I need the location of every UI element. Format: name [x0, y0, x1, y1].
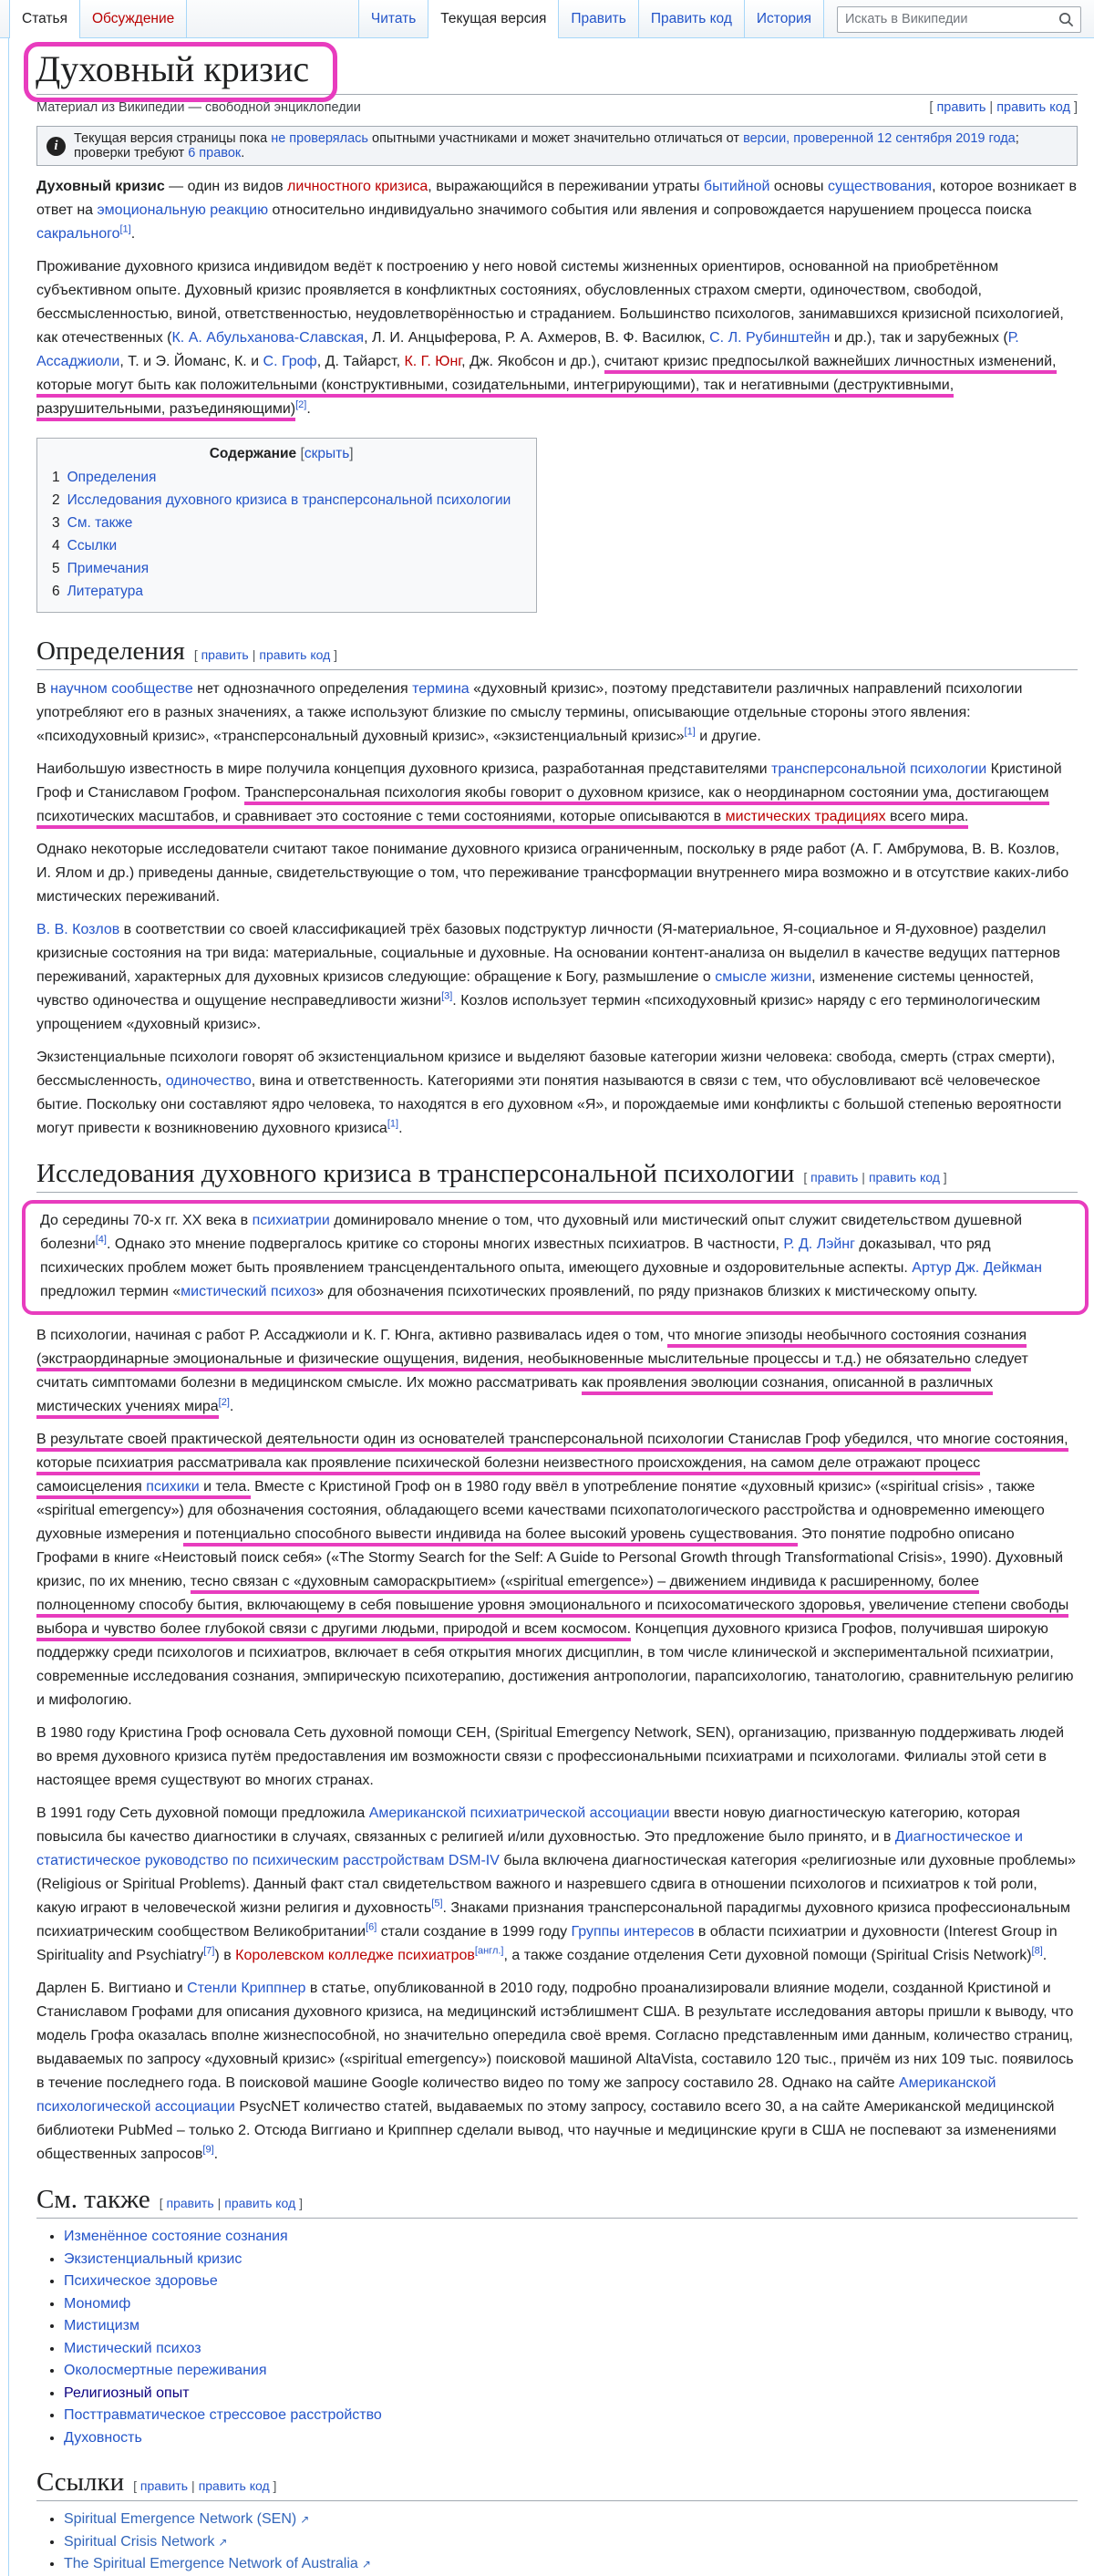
- external-link-icon: ↗: [361, 2558, 371, 2571]
- tab[interactable]: [358, 0, 428, 38]
- edit-link[interactable]: править: [166, 2196, 214, 2210]
- section-heading-see-also: [36, 2185, 1078, 2219]
- text-run: Духовный кризис: [36, 179, 165, 194]
- bracket: [: [296, 446, 304, 461]
- text-run: предложил термин «: [40, 1284, 181, 1299]
- wiki-link[interactable]: сакрального: [36, 226, 120, 242]
- text-run: что многие эпизоды необычного состояния сознания (экстраординарные эмоциональные и физические ощущения, видения, необыкновенные мыслительные процессы и т.д.) не обязательно: [36, 1328, 1027, 1371]
- tab[interactable]: [9, 0, 79, 38]
- bracket: ]: [939, 1170, 947, 1185]
- wiki-link[interactable]: Психическое здоровье: [64, 2273, 218, 2289]
- text-run: и другие.: [695, 729, 761, 744]
- toc-link[interactable]: Ссылки: [67, 538, 118, 553]
- paragraph: [36, 918, 1078, 1037]
- edit-section-links: [194, 647, 337, 662]
- tab[interactable]: [744, 0, 824, 38]
- text-run: , а также создание отделения Сети духовной помощи (Spiritual Crisis Network): [503, 1948, 1032, 1963]
- text-run: тесно связан с «духовным самораскрытием» («spiritual emergence») – движением индивида к расширенному, более полноценному способу бытия, включающему в себя повышение уровня эмоционального и психосоматического здоровья, увеличение степени свободы выбора и чувство более глубокой связи с другими людьми, природой и всем космосом.: [36, 1574, 1068, 1641]
- text-run: основы: [769, 179, 828, 194]
- edit-source-link[interactable]: править код: [224, 2196, 296, 2210]
- wiki-link[interactable]: Американской психологической ассоциации: [36, 2075, 996, 2115]
- text-run: , Дж. Якобсон и др.),: [461, 354, 604, 369]
- text-run: «духовный кризис», поэтому представители различных направлений психологии употребляют его в разных значениях, а также используют близкие по смыслу термины, описывающие отдельные стороны этого явления: «психодуховный кризис», «трансперсональный духовный кризис», «экзистенциальный кризис»: [36, 681, 1023, 744]
- wiki-link[interactable]: Изменённое состояние сознания: [64, 2229, 288, 2244]
- tab-label: История: [756, 11, 811, 26]
- toc-item: [52, 580, 511, 603]
- wiki-link[interactable]: Духовность: [64, 2429, 142, 2446]
- page-heading: [36, 44, 1078, 95]
- bracket: [: [193, 647, 201, 662]
- list-item: [64, 2338, 1078, 2361]
- text-run: .: [229, 1399, 234, 1414]
- tagline: Материал из Википедии — свободной энциклопедии: [36, 100, 361, 115]
- tab-label: Править код: [650, 11, 732, 26]
- notice-text: [74, 131, 1068, 160]
- wiki-link[interactable]: психики: [146, 1479, 199, 1499]
- text-run: , Д. Тайарст,: [316, 354, 405, 369]
- text-run: Проживание духовного кризиса индивидом ведёт к построению у него новой системы жизненных ориентиров, основанной на приобретённом субъективном опыте. Духовный кризис проявляется в конфликтных состояниях, обусловленных страхом смерти, одиночеством, свободой, бессмысленностью, виной, ответственностью, неудовлетворённостью и страданием. Большинство психологов, занимавшихся кризисной психологией, как отечественных (: [36, 259, 1064, 346]
- wiki-link[interactable]: Диагностическое и статистическое руководство по психическим расстройствам DSM-IV: [36, 1829, 1023, 1868]
- wiki-link[interactable]: психиатрии: [252, 1213, 330, 1228]
- list-item: [64, 2427, 1078, 2450]
- toc-link[interactable]: Литература: [67, 584, 143, 599]
- edit-section-links: [803, 1170, 946, 1185]
- reference-link[interactable]: [2]: [218, 1396, 230, 1408]
- list-item: [64, 2249, 1078, 2271]
- text-run: Трансперсональная психология якобы говорит о духовном кризисе, как о неординарном состоянии ума, достигающем психотических масштабов, и сравнивает это состояние с теми состояниями, которые описываются в: [36, 785, 1049, 829]
- edit-source-link[interactable]: править код: [868, 1170, 940, 1185]
- toc-link[interactable]: Определения: [67, 470, 157, 485]
- tab[interactable]: [79, 0, 187, 38]
- paragraph: [36, 1046, 1078, 1141]
- text-run: нет однозначного определения: [192, 681, 413, 697]
- text-run: В результате своей практической деятельности один из основателей трансперсональной психологии Станислав Гроф убедился, что многие состояния, которые психиатрия рассматривала как проявление психической болезни неизвестного происхождения, на самом деле отражают процесс самоисцеления: [36, 1432, 1068, 1499]
- annotation-frame: [22, 1200, 1089, 1315]
- tab-label: Текущая версия: [440, 11, 547, 26]
- list-item: [64, 2405, 1078, 2427]
- tab-bar: [0, 0, 1094, 38]
- toc-title: [52, 446, 511, 462]
- text-run: В: [36, 681, 51, 697]
- text-run: .: [1042, 1948, 1048, 1963]
- text-run: доминировало мнение о том, что духовный или мистический опыт служит свидетельством душевной болезни: [40, 1213, 1023, 1252]
- toc-item: [52, 534, 511, 557]
- text-run: В психологии, начиная с работ Р. Ассаджиоли и К. Г. Юнга, активно развивалась идея о том,: [36, 1328, 668, 1343]
- text-run: и потенциально способного вывести индивида на более высокий уровень существования.: [183, 1526, 798, 1547]
- section-heading-research: [36, 1159, 1078, 1193]
- list-item: [64, 2383, 1078, 2405]
- reference-link[interactable]: [2]: [295, 398, 307, 410]
- text-run: в соответствии со своей классификацией трёх базовых подструктур личности (Я-материальное, Я-социальное и Я-духовное) разделил кризисные состояния на три вида: материальные, социальные и духовные. На основании контент-анализа он выделил в качестве ведущих паттернов переживаний, характерных для духовных кризисов следующие: обращение к Богу, размышление о: [36, 922, 1060, 985]
- text-run: как проявления эволюции сознания, описанной в различных мистических учениях мира: [36, 1375, 993, 1419]
- toc-item: [52, 489, 511, 512]
- wiki-link[interactable]: Околосмертные переживания: [64, 2363, 267, 2378]
- toc-number: 3: [52, 515, 60, 531]
- edit-link[interactable]: править: [201, 647, 249, 662]
- section-heading-links: [36, 2467, 1078, 2501]
- see-also-list: [36, 2226, 1078, 2449]
- separator: |: [989, 100, 994, 115]
- wiki-link[interactable]: Экзистенциальный кризис: [64, 2250, 243, 2267]
- edit-source-link[interactable]: править код: [198, 2478, 270, 2493]
- text-run: .: [130, 226, 136, 242]
- text-run: Экзистенциальные психологи говорят об экзистенциальном кризисе и выделяют базовые категории жизни человека: свобода, смерть (страх смерти), бессмысленность,: [36, 1050, 1056, 1089]
- bracket: ]: [349, 446, 354, 461]
- text-run: PsycNET количество статей, выдаваемых по этому запросу, составило всего 30, а на сайте Американской медицинской библиотеки PubMed – только 2. Отсюда Виггиано и Криппнер сделали вывод, что научные и медицинские круги в США не поспевают за изменениями общественных запросов: [36, 2099, 1057, 2162]
- list-item: [64, 2315, 1078, 2338]
- left-tabs: [9, 0, 187, 38]
- separator: |: [252, 647, 256, 662]
- list-item: [64, 2293, 1078, 2316]
- toc-link[interactable]: См. также: [67, 515, 133, 531]
- redlink[interactable]: Королевском колледже психиатров: [235, 1948, 475, 1963]
- reference-link[interactable]: [5]: [431, 1898, 443, 1909]
- wiki-link[interactable]: Мистицизм: [64, 2318, 139, 2333]
- text-run: , выражающийся в переживании утраты: [428, 179, 704, 194]
- text-run: .: [306, 401, 311, 417]
- text-run: , Л. И. Анцыферова, Р. А. Ахмеров, В. Ф. Василюк,: [364, 330, 710, 346]
- text-run: следует считать симптомами болезни в медицинском смысле. Их можно рассматривать: [36, 1351, 1028, 1391]
- info-icon: i: [46, 137, 66, 156]
- reference-link[interactable]: [7]: [203, 1945, 215, 1957]
- edit-section-links: [133, 2478, 276, 2493]
- wiki-link[interactable]: Р. Ассаджиоли: [36, 330, 1019, 369]
- external-link[interactable]: The Spiritual Emergence Network of Australia: [64, 2556, 358, 2571]
- wiki-link[interactable]: трансперсональной психологии: [771, 761, 987, 777]
- wiki-link[interactable]: К. А. Абульханова-Славская: [171, 330, 365, 346]
- tab[interactable]: [638, 0, 744, 38]
- reference-link[interactable]: [1]: [119, 223, 131, 235]
- toc-title-label: Содержание: [209, 446, 297, 461]
- toc-link[interactable]: Примечания: [67, 561, 150, 576]
- notice-banner: [36, 126, 1078, 166]
- redlink[interactable]: К. Г. Юнг: [404, 354, 462, 369]
- separator: |: [191, 2478, 195, 2493]
- text-run: всего мира.: [886, 809, 969, 829]
- lead-paragraph: [36, 255, 1078, 421]
- tab[interactable]: [558, 0, 637, 38]
- text-run: была включена диагностическая категория «религиозные или духовные проблемы» (Religious or Spiritual Problems). Данный факт стал свидетельством важного и назревшего сдвига в отношении психологов и психиатров к той роли, какую играют в человеческой жизни религия и духовность: [36, 1853, 1077, 1916]
- reference-link[interactable]: [англ.]: [474, 1945, 504, 1957]
- tab-label: Читать: [370, 11, 417, 26]
- tab-label: Обсуждение: [91, 11, 175, 26]
- text-run: Наибольшую известность в мире получила концепция духовного кризиса, разработанная представителями: [36, 761, 772, 777]
- toc-hide-link[interactable]: скрыть: [304, 446, 350, 461]
- redlink[interactable]: личностного кризиса: [287, 179, 428, 194]
- paragraph: [40, 1209, 1074, 1304]
- text-run: считают кризис предпосылкой важнейших личностных изменений, которые могут быть как положительными (конструктивными, созидательными, интегрирующими), так и негативными (деструктивными, разрушительными, разъединяющими): [36, 354, 1057, 421]
- bracket: [: [159, 2196, 167, 2210]
- bracket: [: [803, 1170, 811, 1185]
- wiki-link[interactable]: одиночество: [165, 1073, 252, 1089]
- wiki-link[interactable]: С. Гроф: [263, 354, 317, 369]
- paragraph: [36, 1722, 1078, 1793]
- external-link[interactable]: Spiritual Crisis Network: [64, 2533, 215, 2550]
- annotation-title-box: [24, 42, 337, 102]
- section-title: Ссылки: [36, 2467, 125, 2497]
- paragraph: [36, 758, 1078, 829]
- edit-source-link[interactable]: править код: [996, 100, 1070, 115]
- text-run: относительно индивидуально значимого события или явления и сопровождается нарушением процесса поиска: [268, 202, 1032, 218]
- search-icon[interactable]: [1058, 11, 1075, 28]
- text-run: ; проверки требуют: [74, 131, 1019, 160]
- wiki-link[interactable]: Американской психиатрической ассоциации: [368, 1805, 670, 1821]
- text-run: в статье, опубликованной в 2010 году, подробно проанализировали влияние модели, созданной Кристиной и Станиславом Грофами для описания духовного кризиса, на медицинский истэблишмент США. В результате исследования авторы пришли к выводу, что модель Грофа оказалась вполне жизнеспособной, но значительно опередила своё время. Согласно представленным ими данным, количество страниц, выдаваемых по запросу «духовный кризис» («spiritual emergency») поисковой машиной AltaVista, составило 120 тыс., причём из них 109 тыс. появилось в течение последнего года. В поисковой машине Google количество видео по тому же запросу составило 28. Однако на сайте: [36, 1981, 1074, 2091]
- list-item: [64, 2226, 1078, 2249]
- text-run: , Т. и Э. Йоманс, К. и: [119, 354, 263, 369]
- edit-link[interactable]: править: [139, 2478, 189, 2493]
- text-run: , которое возникает в ответ на: [36, 179, 1077, 218]
- paragraph: [36, 1977, 1078, 2167]
- toc-item: [52, 466, 511, 489]
- toc-list: [52, 466, 511, 603]
- wiki-link[interactable]: Посттравматическое стрессовое расстройство: [64, 2407, 382, 2423]
- reference-link[interactable]: [4]: [95, 1234, 107, 1246]
- toc-number: 4: [52, 538, 60, 553]
- text-run: ввести новую диагностическую категорию, которая повысила бы качество диагностики в случаях, связанных с религией и/или духовностью. Это предложение было принято, и в: [36, 1805, 1020, 1845]
- redlink[interactable]: мистических традициях: [726, 809, 886, 829]
- text-run: . Знаками признания трансперсональной парадигмы духовного кризиса профессиональным психиатрическим сообществом Великобритании: [36, 1900, 1070, 1940]
- text-run: Концепция духовного кризиса Грофов, получившая широкую поддержку среди психологов и психиатров, включает в себя открытия многих дисциплин, в том числе клинической и экспериментальной психиатрии, современные исследования сознания, эмпирическую психотерапию, достижения антропологии, парапсихологию, танатологию, сравнительную религию и мифологию.: [36, 1621, 1074, 1708]
- text-run: В 1991 году Сеть духовной помощи предложила: [36, 1805, 369, 1821]
- paragraph: [36, 1324, 1078, 1419]
- separator: |: [217, 2196, 222, 2210]
- text-run: Однако некоторые исследователи считают такое понимание духовного кризиса ограниченным, поскольку в ряде работ (А. Г. Амбрумова, В. В. Козлов, И. Ялом и др.) приведены данные, свидетельствующие о том, что переживание трансформации внутреннего мира возможно и в отсутствие каких-либо мистических переживаний.: [36, 842, 1069, 905]
- toc-item: [52, 557, 511, 580]
- text-run: Это понятие подробно описано Грофами в книге «Неистовый поиск себя» («The Stormy Search for the Self: A Guide to Personal Growth through Transformational Crisis», 1990). Духовный кризис, по их мнению,: [36, 1526, 1064, 1589]
- text-run: .: [241, 146, 245, 160]
- text-run: Вместе с Кристиной Гроф он в 1980 году ввёл в употребление понятие «духовный кризис» («spiritual crisis» , также «spiritual emergency») для обозначения состояния, обладающего всеми качествами психопатологического расстройства и одновременно имеющего духовные измерения: [36, 1479, 1045, 1542]
- paragraph: [36, 838, 1078, 909]
- wiki-link[interactable]: Мономиф: [64, 2295, 131, 2312]
- paragraph: [36, 1428, 1078, 1712]
- wiki-link[interactable]: научном сообществе: [50, 681, 193, 697]
- external-link-icon: ↗: [300, 2513, 310, 2526]
- toc-number: 5: [52, 561, 60, 576]
- text-run: Текущая версия страницы пока: [74, 131, 272, 146]
- wiki-link[interactable]: не проверялась: [271, 131, 368, 146]
- section-title: Определения: [36, 636, 185, 666]
- wiki-link[interactable]: Мистический психоз: [64, 2340, 201, 2356]
- toc-number: 1: [52, 470, 60, 485]
- text-run: , изменение системы ценностей, чувство одиночества и ощущение несправедливости жизни: [36, 969, 1034, 1009]
- wiki-link[interactable]: Р. Д. Лэйнг: [783, 1236, 855, 1252]
- text-run: В 1980 году Кристина Гроф основала Сеть духовной помощи СЕН, (Spiritual Emergency Network, SEN), организацию, призванную поддерживать людей во время духовного кризиса путём предоставления им возможности связи с профессиональными психиатрами и психологами. Филиалы этой сети в настоящее время существуют во многих странах.: [36, 1725, 1065, 1788]
- tab-label: Править: [571, 11, 626, 26]
- wiki-link[interactable]: С. Л. Рубинштейн: [709, 330, 831, 346]
- text-run: и др.), так и зарубежных (: [830, 330, 1008, 346]
- text-run: .: [213, 2147, 219, 2162]
- paragraph: [36, 678, 1078, 749]
- reference-link[interactable]: [1]: [387, 1118, 399, 1130]
- external-link-icon: ↗: [218, 2535, 228, 2549]
- right-tabs: [358, 0, 824, 38]
- list-item: [64, 2553, 1078, 2576]
- reference-link[interactable]: [8]: [1031, 1945, 1043, 1957]
- bracket: ]: [330, 647, 338, 662]
- toc-number: 6: [52, 584, 60, 599]
- wiki-link[interactable]: смысле жизни: [715, 969, 812, 985]
- toc-item: [52, 512, 511, 534]
- wiki-link[interactable]: Религиозный опыт: [64, 2385, 190, 2401]
- external-links-list: [36, 2509, 1078, 2576]
- wiki-link[interactable]: Артур Дж. Дейкман: [912, 1260, 1043, 1276]
- wiki-link[interactable]: Стенли Криппнер: [187, 1981, 306, 1996]
- wiki-link[interactable]: эмоциональную реакцию: [97, 202, 269, 218]
- text-run: опытными участниками и может значительно отличаться от: [367, 131, 744, 146]
- bracket: ]: [295, 2196, 303, 2210]
- text-run: ) в: [214, 1948, 236, 1963]
- text-run: До середины 70-х гг. XX века в: [40, 1213, 253, 1228]
- edit-section-links: [160, 2196, 303, 2210]
- list-item: [64, 2360, 1078, 2383]
- wiki-link[interactable]: мистический психоз: [181, 1284, 316, 1299]
- search-input[interactable]: [837, 6, 1081, 33]
- tab[interactable]: [428, 0, 558, 38]
- separator: |: [862, 1170, 865, 1185]
- toc-number: 2: [52, 492, 60, 508]
- paragraph: [36, 1802, 1078, 1968]
- toc-link[interactable]: Исследования духовного кризиса в трансперсональной психологии: [67, 492, 511, 508]
- wiki-link[interactable]: В. В. Козлов: [36, 922, 120, 937]
- tab-label: Статья: [22, 11, 67, 26]
- text-run: , вина и ответственность. Категориями эти понятия называются в связи с тем, что обусловливают всё человеческое бытие. Поскольку они составляют ядро человека, то находятся в его духовном «Я», и порождаемые ими конфликты с большой степенью вероятности могут привести к возникновению духовного кризиса: [36, 1073, 1062, 1136]
- reference-link[interactable]: [3]: [441, 990, 453, 1002]
- lead-paragraph: [36, 175, 1078, 246]
- wiki-link[interactable]: 6 правок: [188, 146, 242, 160]
- top-edit-links: [929, 100, 1078, 115]
- text-run: стали создание в 1999 году: [377, 1924, 572, 1940]
- wiki-link[interactable]: версии, проверенной 12 сентября 2019 года: [743, 131, 1016, 146]
- text-run: » для обозначения психотических проявлений, по ряду признаков близких к мистическому опыту.: [315, 1284, 978, 1299]
- toc: [36, 438, 537, 613]
- wiki-link[interactable]: бытийной: [703, 179, 770, 194]
- text-run: доказывал, что ряд психических проблем может быть проявлением трансцендентального опыта, имеющего духовные и оздоровительные аспекты.: [40, 1236, 991, 1276]
- reference-link[interactable]: [6]: [366, 1921, 377, 1933]
- section-title: См. также: [36, 2185, 150, 2214]
- text-run: и тела.: [200, 1479, 251, 1499]
- text-run: Кристиной Гроф и Станиславом Грофом.: [36, 761, 1062, 801]
- bracket: ]: [1069, 100, 1078, 115]
- bracket: [: [133, 2478, 140, 2493]
- list-item: [64, 2271, 1078, 2293]
- text-run: в области психиатрии и духовности (Interest Group in Spirituality and Psychiatry: [36, 1924, 1058, 1963]
- wiki-link[interactable]: термина: [412, 681, 470, 697]
- article-content: [8, 38, 1094, 2576]
- wiki-link[interactable]: существования: [828, 179, 933, 194]
- text-run: .: [398, 1121, 403, 1136]
- bracket: [: [929, 100, 937, 115]
- search-area: [824, 0, 1094, 38]
- edit-source-link[interactable]: править код: [259, 647, 331, 662]
- bracket: ]: [269, 2478, 277, 2493]
- text-run: . Козлов использует термин «психодуховный кризис» наряду с его терминологическим упрощением «духовный кризис».: [36, 993, 1041, 1032]
- reference-link[interactable]: [9]: [202, 2144, 214, 2156]
- text-run: Дарлен Б. Вигтиано и: [36, 1981, 188, 1996]
- reference-link[interactable]: [1]: [684, 726, 696, 738]
- section-heading-definitions: [36, 636, 1078, 670]
- edit-link[interactable]: править: [936, 100, 986, 115]
- list-item: [64, 2531, 1078, 2554]
- wiki-link[interactable]: Группы интересов: [571, 1924, 695, 1940]
- text-run: . Однако это мнение подвергалось критике со стороны многих известных психиатров. В частности,: [106, 1236, 784, 1252]
- external-link[interactable]: Spiritual Emergence Network (SEN): [64, 2511, 297, 2527]
- text-run: — один из видов: [164, 179, 288, 194]
- page-title: Духовный кризис: [36, 48, 310, 89]
- section-title: Исследования духовного кризиса в трансперсональной психологии: [36, 1159, 795, 1188]
- list-item: [64, 2509, 1078, 2531]
- edit-link[interactable]: править: [810, 1170, 859, 1185]
